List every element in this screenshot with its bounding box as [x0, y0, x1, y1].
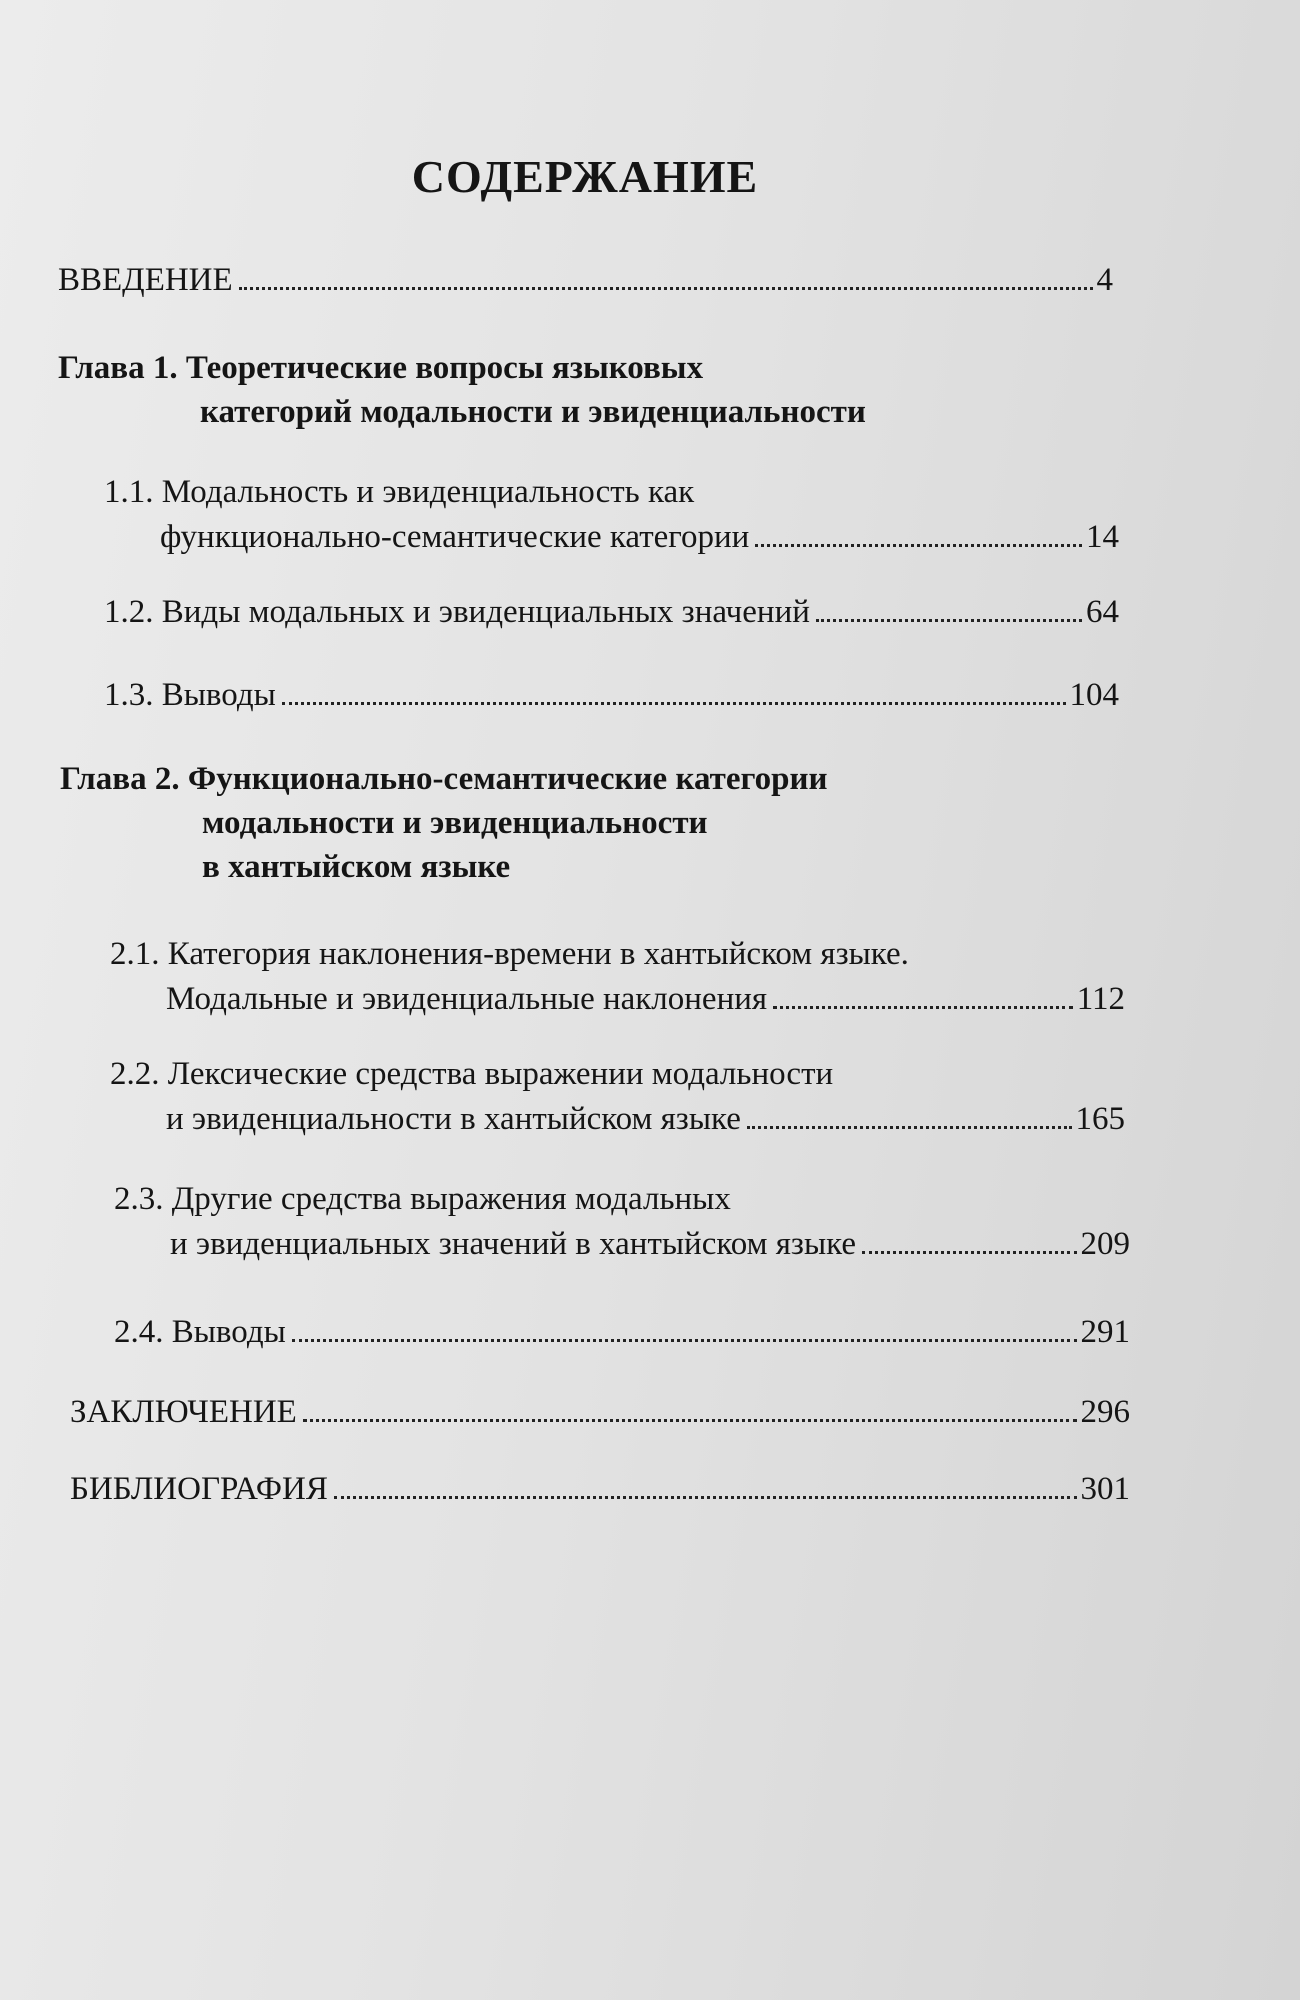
- leader-dots: [239, 287, 1093, 290]
- toc-entry-label: 2.4. Выводы: [114, 1314, 286, 1350]
- toc-entry-2-3: [114, 1177, 1130, 1267]
- toc-entry-label: и эвиденциальных значений в хантыйском языке: [170, 1226, 856, 1262]
- toc-page-number: 165: [1075, 1101, 1125, 1137]
- toc-entry-label: функционально-семантические категории: [160, 519, 750, 555]
- leader-dots: [282, 702, 1066, 705]
- toc-page-number: 209: [1080, 1226, 1130, 1262]
- toc-entry-label: 1.1. Модальность и эвиденциальность как: [104, 474, 695, 510]
- toc-entry-label: ЗАКЛЮЧЕНИЕ: [70, 1394, 297, 1430]
- chapter-heading-line: модальности и эвиденциальности: [202, 805, 708, 841]
- toc-entry-label: и эвиденциальности в хантыйском языке: [166, 1101, 741, 1137]
- chapter-heading-line: Глава 1. Теоретические вопросы языковых: [58, 350, 704, 386]
- toc-page-number: 104: [1069, 677, 1119, 713]
- leader-dots: [816, 619, 1082, 622]
- toc-entry-2-1: [110, 932, 1125, 1022]
- leader-dots: [334, 1496, 1077, 1499]
- toc-entry-1-2: [104, 590, 1119, 635]
- toc-page-number: 4: [1096, 262, 1113, 298]
- toc-entry-1-3: [104, 673, 1119, 718]
- leader-dots: [755, 544, 1082, 547]
- leader-dots: [862, 1251, 1077, 1254]
- toc-entry-label: 2.1. Категория наклонения-времени в хантыйском языке.: [110, 936, 909, 972]
- toc-entry-label: 2.3. Другие средства выражения модальных: [114, 1181, 731, 1217]
- chapter-heading-line: Глава 2. Функционально-семантические категории: [60, 761, 828, 797]
- toc-entry-bibliography: [70, 1467, 1130, 1512]
- chapter-2-heading: [60, 757, 1160, 889]
- toc-page-number: 291: [1080, 1314, 1130, 1350]
- toc-entry-label: БИБЛИОГРАФИЯ: [70, 1471, 328, 1507]
- leader-dots: [773, 1006, 1073, 1009]
- toc-entry-2-2: [110, 1052, 1125, 1142]
- toc-entry-label: 2.2. Лексические средства выражении модальности: [110, 1056, 834, 1092]
- toc-page-number: 14: [1086, 519, 1119, 555]
- chapter-heading-line: категорий модальности и эвиденциальности: [200, 394, 866, 430]
- toc-page-number: 64: [1086, 594, 1119, 630]
- toc-entry-intro: [58, 258, 1113, 303]
- toc-entry-2-4: [114, 1310, 1130, 1355]
- toc-entry-label: 1.3. Выводы: [104, 677, 276, 713]
- toc-entry-1-1: [104, 470, 1119, 560]
- toc-entry-conclusion: [70, 1390, 1130, 1435]
- leader-dots: [292, 1339, 1077, 1342]
- toc-entry-label: ВВЕДЕНИЕ: [58, 262, 233, 298]
- toc-page-number: 301: [1080, 1471, 1130, 1507]
- chapter-heading-line: в хантыйском языке: [202, 849, 511, 885]
- chapter-1-heading: [58, 346, 1138, 434]
- page-title: СОДЕРЖАНИЕ: [411, 151, 759, 202]
- toc-entry-label: Модальные и эвиденциальные наклонения: [166, 981, 768, 1017]
- leader-dots: [747, 1126, 1072, 1129]
- toc-page-number: 112: [1076, 981, 1125, 1017]
- toc-entry-label: 1.2. Виды модальных и эвиденциальных значений: [104, 594, 810, 630]
- toc-page-number: 296: [1080, 1394, 1130, 1430]
- leader-dots: [303, 1419, 1077, 1422]
